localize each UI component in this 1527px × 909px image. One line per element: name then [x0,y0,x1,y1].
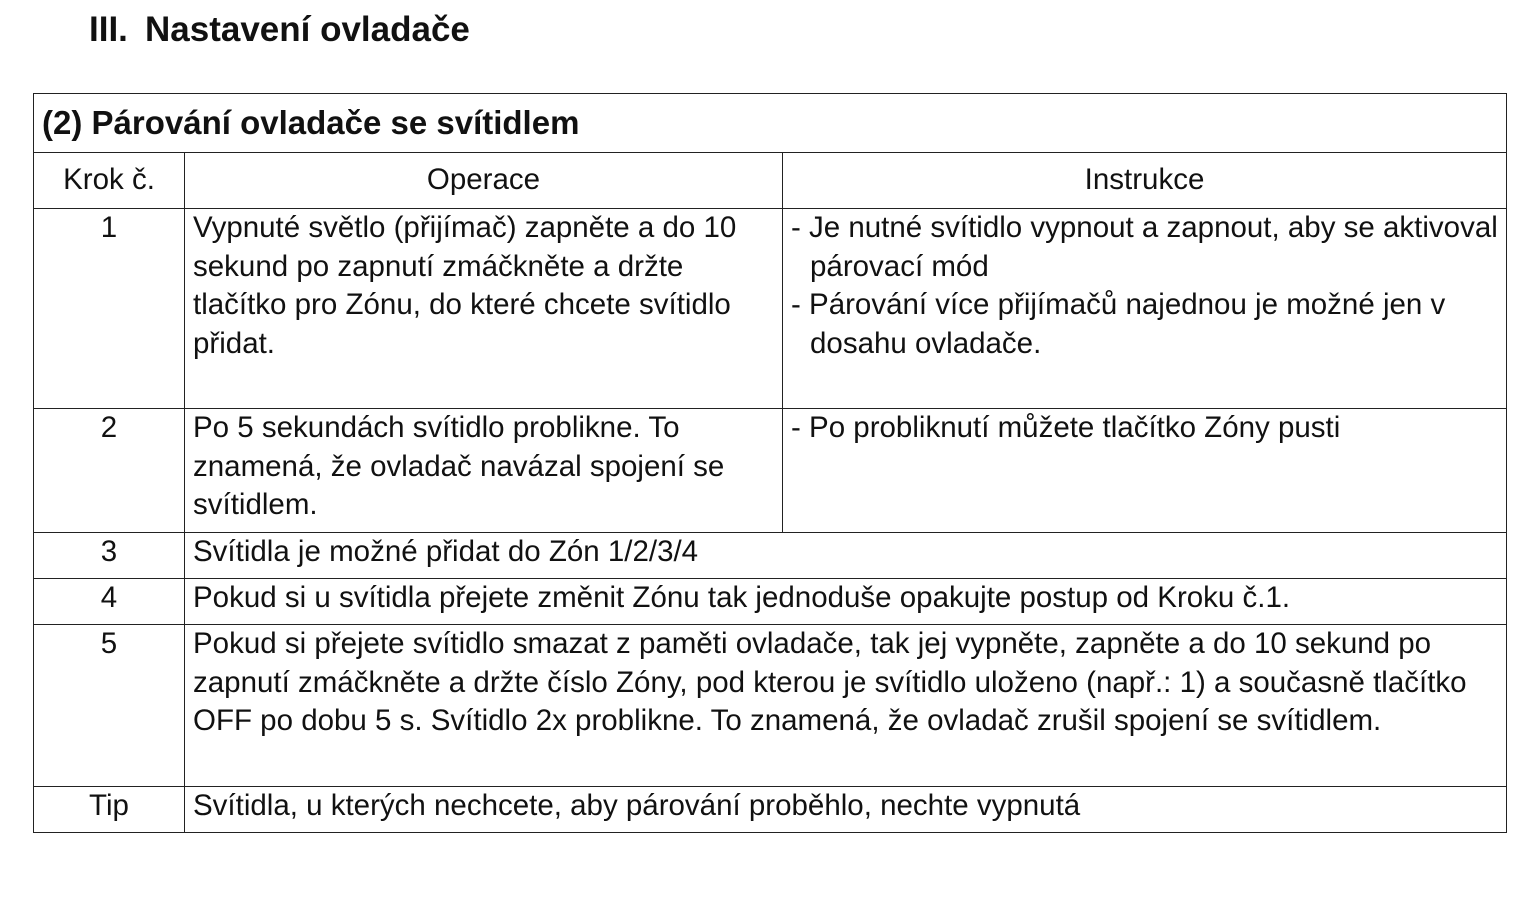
step-number: 5 [34,625,185,787]
instructions-cell [783,409,1507,533]
step-text: Svítidla je možné přidat do Zón 1/2/3/4 [185,533,1507,579]
table-row [34,625,1507,787]
header-operation: Operace [185,153,783,209]
instructions-cell [783,209,1507,409]
pairing-table [33,93,1507,833]
step-text: Pokud si přejete svítidlo smazat z paměti ovladače, tak jej vypněte, zapněte a do 10 sekund po zapnutí zmáčkněte a držte číslo Zóny, pod kterou je svítidlo uloženo (např.: 1) a současně tlačítko OFF po dobu 5 s. Svítidlo 2x problikne. To znamená, že ovladač zrušil spojení se svítidlem. [185,625,1507,787]
table-title: (2) Párování ovladače se svítidlem [34,94,1507,153]
instruction-item: - Párování více přijímačů najednou je možné jen v dosahu ovladače. [791,288,1446,360]
step-number: 4 [34,579,185,625]
step-number: 2 [34,409,185,533]
table-row [34,533,1507,579]
operation-cell: Vypnuté světlo (přijímač) zapněte a do 10 sekund po zapnutí zmáčkněte a držte tlačítko pro Zónu, do které chcete svítidlo přidat. [185,209,783,409]
header-instructions: Instrukce [783,153,1507,209]
step-number: 1 [34,209,185,409]
step-number: 3 [34,533,185,579]
table-row [34,579,1507,625]
tip-text: Svítidla, u kterých nechcete, aby párování proběhlo, nechte vypnutá [185,787,1507,833]
section-heading [89,8,470,52]
operation-cell: Po 5 sekundách svítidlo problikne. To znamená, že ovladač navázal spojení se svítidlem. [185,409,783,533]
step-number: Tip [34,787,185,833]
table-header-row [34,153,1507,209]
table-row [34,409,1507,533]
section-number: III. [89,10,128,49]
table-row [34,787,1507,833]
header-step: Krok č. [34,153,185,209]
instruction-item: - Po probliknutí můžete tlačítko Zóny pusti [791,411,1341,444]
step-text: Pokud si u svítidla přejete změnit Zónu tak jednoduše opakujte postup od Kroku č.1. [185,579,1507,625]
section-title: Nastavení ovladače [145,10,470,49]
table-row [34,209,1507,409]
table-title-row [34,94,1507,153]
instruction-item: - Je nutné svítidlo vypnout a zapnout, aby se aktivoval párovací mód [791,211,1498,283]
